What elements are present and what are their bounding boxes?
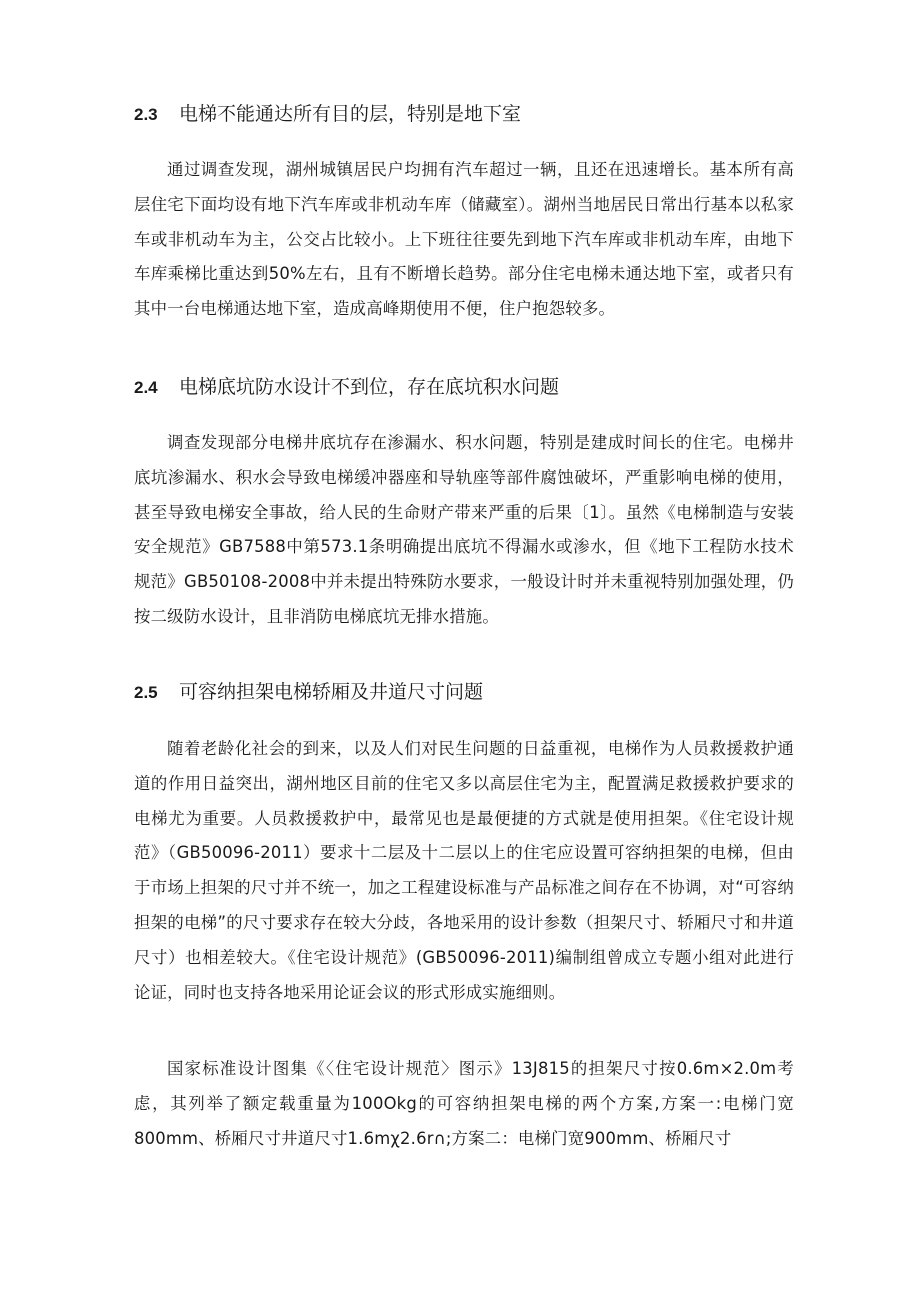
paragraph-2-3-1: 通过调查发现，湖州城镇居民户均拥有汽车超过一辆，且还在迅速增长。基本所有高层住宅下面均设有地下汽车库或非机动车库（储藏室）。湖州当地居民日常出行基本以私家车或非机动车为主，公交占比较小。上下班往往要先到地下汽车库或非机动车库，由地下车库乘梯比重达到50%左右，且有不断增长趋势。部分住宅电梯未通达地下室，或者只有其中一台电梯通达地下室，造成高峰期使用不便，住户抱怨较多。 [134,160,794,319]
section-title: 可容纳担架电梯轿厢及井道尺寸问题 [179,681,484,703]
section-heading-2-4 [134,374,834,401]
section-number: 2.5 [134,683,158,702]
section-title: 电梯不能通达所有目的层，特别是地下室 [179,103,522,125]
section-number: 2.4 [134,378,158,397]
paragraph-2-4-1: 调查发现部分电梯井底坑存在渗漏水、积水问题，特别是建成时间长的住宅。电梯井底坑渗漏水、积水会导致电梯缓冲器座和导轨座等部件腐蚀破坏，严重影响电梯的使用，甚至导致电梯安全事故，给人民的生命财产带来严重的后果〔1〕。虽然《电梯制造与安装安全规范》GB7588中第573.1条明确提出底坑不得漏水或渗水，但《地下工程防水技术规范》GB50108-2008中并未提出特殊防水要求，一般设计时并未重视特别加强处理，仍按二级防水设计，且非消防电梯底坑无排水措施。 [134,433,794,626]
section-heading-2-5 [134,679,834,706]
paragraph-2-5-2: 国家标准设计图集《〈住宅设计规范〉图示》13J815的担架尺寸按0.6m×2.0m考虑，其列举了额定载重量为100Okg的可容纳担架电梯的两个方案,方案一:电梯门宽800mm、桥厢尺寸井道尺寸1.6mχ2.6r∩;方案二：电梯门宽900mm、桥厢尺寸 [134,1059,794,1148]
section-heading-2-3 [134,101,834,128]
paragraph-2-5-1: 随着老龄化社会的到来，以及人们对民生问题的日益重视，电梯作为人员救援救护通道的作用日益突出，湖州地区目前的住宅又多以高层住宅为主，配置满足救援救护要求的电梯尤为重要。人员救援救护中，最常见也是最便捷的方式就是使用担架。《住宅设计规范》（GB50096-2011）要求十二层及十二层以上的住宅应设置可容纳担架的电梯，但由于市场上担架的尺寸并不统一，加之工程建设标准与产品标准之间存在不协调，对“可容纳担架的电梯”的尺寸要求存在较大分歧，各地采用的设计参数（担架尺寸、轿厢尺寸和井道尺寸）也相差较大。《住宅设计规范》(GB50096-2011)编制组曾成立专题小组对此进行论证，同时也支持各地采用论证会议的形式形成实施细则。 [134,739,794,1002]
section-number: 2.3 [134,105,158,124]
section-title: 电梯底坑防水设计不到位，存在底坑积水问题 [179,376,560,398]
